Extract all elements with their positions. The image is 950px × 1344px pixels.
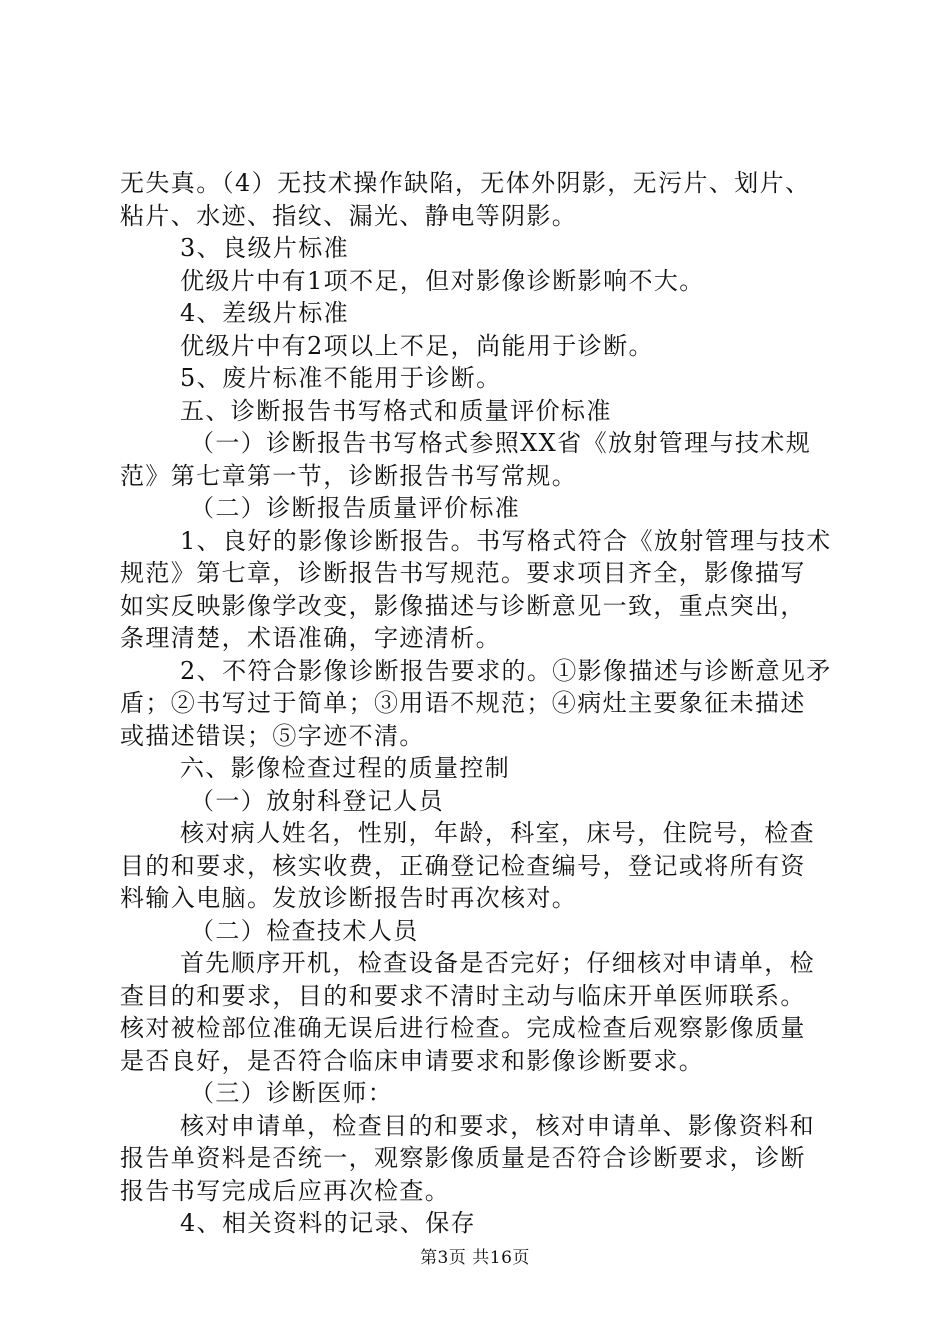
page-number-label: 第3页 共16页 [420,1248,530,1268]
text-line: 目的和要求，核实收费，正确登记检查编号，登记或将所有资 [120,851,806,880]
subsection-heading: （二）检查技术人员 [190,916,419,945]
text-line: 粘片、水迹、指纹、漏光、静电等阴影。 [120,201,578,230]
document-body [120,167,840,1240]
text-line: 优级片中有2项以上不足，尚能用于诊断。 [180,331,654,360]
text-line: 报告书写完成后应再次检查。 [120,1176,451,1205]
text-line: 或描述错误；⑤字迹不清。 [120,721,425,750]
text-line: 如实反映影像学改变，影像描述与诊断意见一致，重点突出， [120,591,806,620]
section-heading: 六、影像检查过程的质量控制 [180,754,511,782]
subsection-heading: （三）诊断医师： [190,1079,394,1107]
text-line: 核对病人姓名，性别，年龄，科室，床号，住院号，检查 [180,819,815,847]
text-line: 规范》第七章，诊断报告书写规范。要求项目齐全，影像描写 [120,559,806,587]
text-line: 报告单资料是否统一，观察影像质量是否符合诊断要求，诊断 [120,1144,806,1172]
text-line: 是否良好，是否符合临床申请要求和影像诊断要求。 [120,1046,705,1075]
subsection-heading: （二）诊断报告质量评价标准 [190,494,521,522]
section-heading: 5、废片标准不能用于诊断。 [180,364,502,392]
subsection-heading: （一）诊断报告书写格式参照XX省《放射管理与技术规 [190,429,812,457]
text-line: 查目的和要求，目的和要求不清时主动与临床开单医师联系。 [120,981,806,1010]
text-line: 核对被检部位准确无误后进行检查。完成检查后观察影像质量 [120,1014,806,1042]
text-line: 范》第七章第一节，诊断报告书写常规。 [120,461,578,490]
text-line: 盾；②书写过于简单；③用语不规范；④病灶主要象征未描述 [120,689,806,717]
text-line: 1、良好的影像诊断报告。书写格式符合《放射管理与技术 [180,526,832,555]
section-heading: 3、良级片标准 [180,234,350,262]
text-line: 核对申请单，检查目的和要求，核对申请单、影像资料和 [180,1111,815,1140]
section-heading: 4、差级片标准 [180,299,350,327]
text-line: 2、不符合影像诊断报告要求的。①影像描述与诊断意见矛 [180,656,832,685]
section-heading: 五、诊断报告书写格式和质量评价标准 [180,396,612,425]
page-footer [0,1243,950,1268]
text-line: 无失真。（4）无技术操作缺陷，无体外阴影，无污片、划片、 [120,169,811,197]
section-heading: 4、相关资料的记录、保存 [180,1209,477,1237]
text-line: 优级片中有1项不足，但对影像诊断影响不大。 [180,266,705,295]
text-line: 条理清楚，术语准确，字迹清析。 [120,624,501,652]
text-line: 料输入电脑。发放诊断报告时再次核对。 [120,884,578,912]
text-line: 首先顺序开机，检查设备是否完好；仔细核对申请单，检 [180,949,815,977]
subsection-heading: （一）放射科登记人员 [190,786,444,815]
